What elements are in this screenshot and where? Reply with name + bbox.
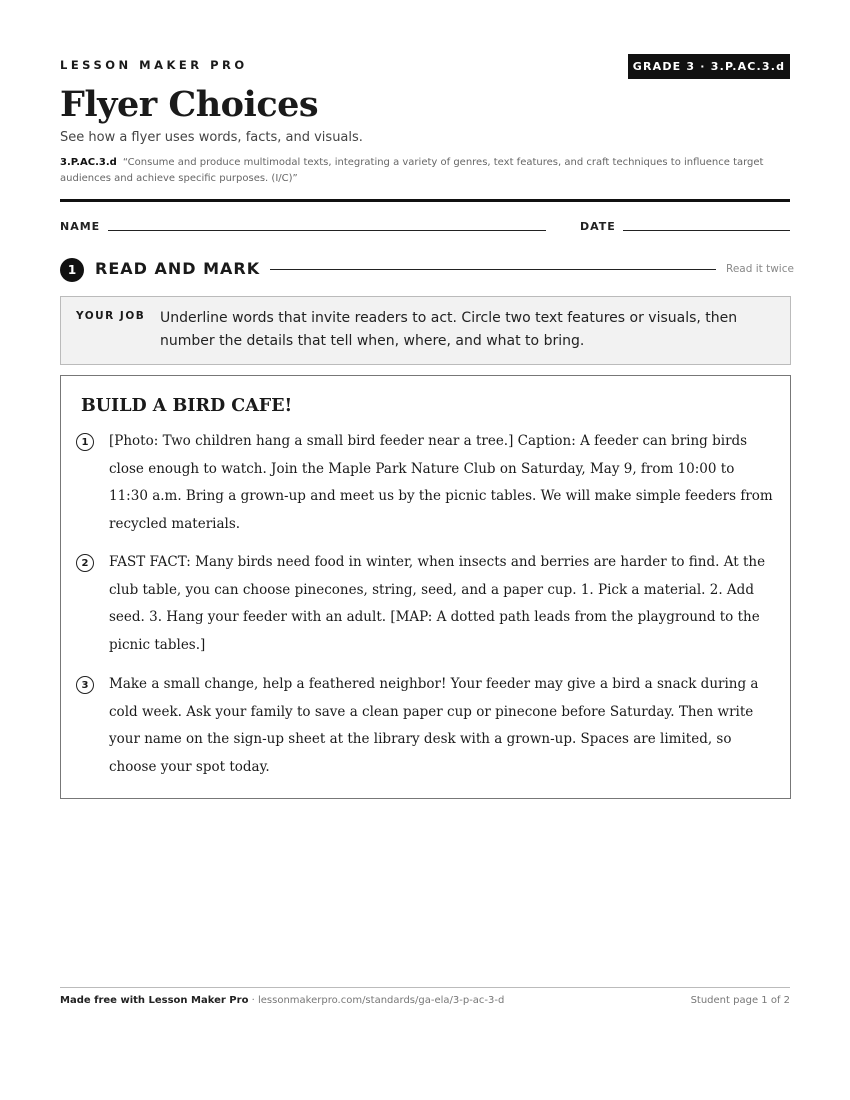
paragraph-number: 3 <box>76 676 94 694</box>
brand-name: LESSON MAKER PRO <box>60 58 248 72</box>
standard-text: “Consume and produce multimodal texts, integrating a variety of genres, text features, and craft techniques to influence target audiences and achieve specific purposes. (I/C)” <box>60 157 764 184</box>
section-title: READ AND MARK <box>95 259 261 278</box>
footer-divider <box>60 987 790 988</box>
footer-made-with: Made free with Lesson Maker Pro <box>60 995 249 1006</box>
instructions-box <box>60 296 791 365</box>
section-hint: Read it twice <box>726 263 794 275</box>
instructions-label: YOUR JOB <box>76 310 146 322</box>
paragraph-text: [Photo: Two children hang a small bird feeder near a tree.] Caption: A feeder can bring birds close enough to watch. Join the Maple Park Nature Club on Saturday, May 9, from 10:00 to 11:30 a.m. Bring a grown-up and meet us by the picnic tables. We will make simple feeders from recycled materials. <box>109 433 773 532</box>
standard-description <box>60 155 780 187</box>
standard-code: 3.P.AC.3.d <box>60 157 117 168</box>
instructions-text: Underline words that invite readers to act. Circle two text features or visuals, then number the details that tell when, where, and what to bring. <box>160 310 738 349</box>
section-number-badge: 1 <box>60 258 84 282</box>
footer-page-number: Student page 1 of 2 <box>690 995 790 1006</box>
paragraph-number: 2 <box>76 554 94 572</box>
date-field-line[interactable] <box>623 230 790 231</box>
section-divider <box>270 269 716 270</box>
grade-badge: GRADE 3 · 3.P.AC.3.d <box>628 54 790 79</box>
paragraph-text: Make a small change, help a feathered neighbor! Your feeder may give a bird a snack during a cold week. Ask your family to save a clean paper cup or pinecone before Saturday. Then write your name on the sign-up sheet at the library desk with a grown-up. Spaces are limited, so choose your spot today. <box>109 676 759 775</box>
flyer-title: BUILD A BIRD CAFE! <box>81 396 293 416</box>
date-label: DATE <box>580 220 616 233</box>
name-field-line[interactable] <box>108 230 546 231</box>
paragraph-text: FAST FACT: Many birds need food in winter, when insects and berries are harder to find. At the club table, you can choose pinecones, string, seed, and a paper cup. 1. Pick a material. 2. Add seed. 3. Hang your feeder with an adult. [MAP: A dotted path leads from the playground to the picnic tables.] <box>109 554 766 653</box>
name-label: NAME <box>60 220 101 233</box>
page-subtitle: See how a flyer uses words, facts, and visuals. <box>60 130 363 145</box>
header-divider <box>60 199 790 202</box>
footer-credit <box>60 995 504 1006</box>
flyer-passage <box>60 375 791 799</box>
page-title: Flyer Choices <box>60 84 319 125</box>
paragraph-number: 1 <box>76 433 94 451</box>
footer-url[interactable]: · lessonmakerpro.com/standards/ga-ela/3-p-ac-3-d <box>248 995 505 1006</box>
